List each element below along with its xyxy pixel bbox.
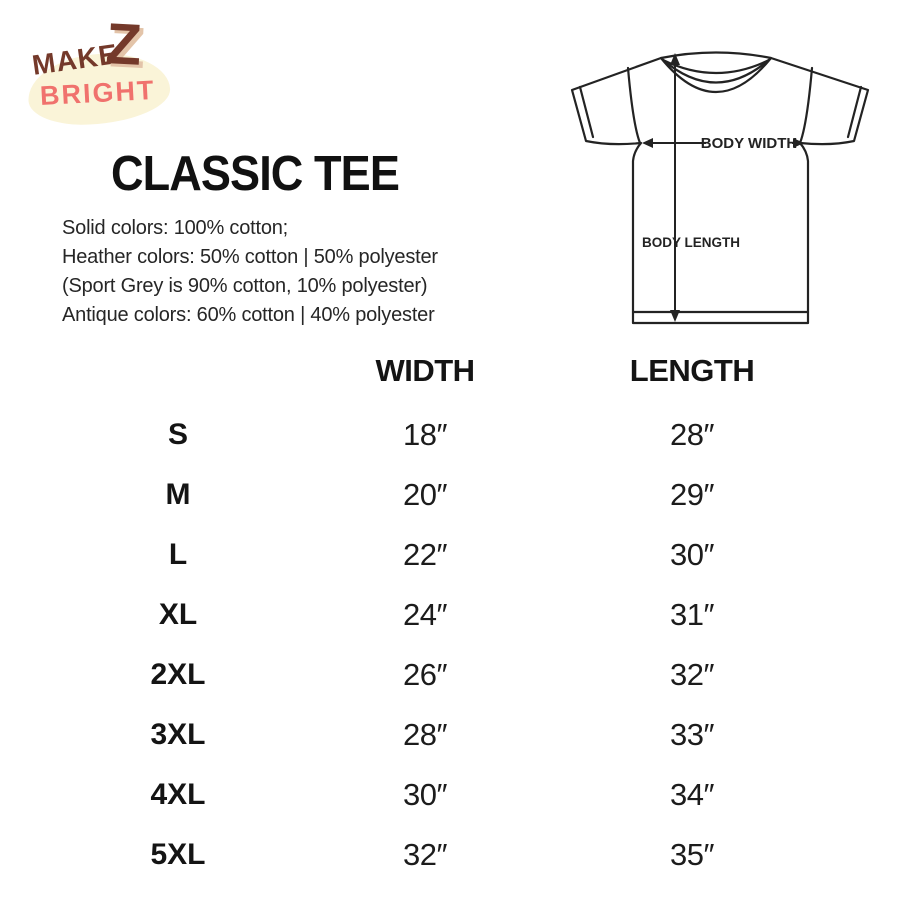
table-row <box>0 585 890 645</box>
width-value: 24″ <box>403 597 447 632</box>
header-length: LENGTH <box>629 353 755 388</box>
table-row <box>0 645 890 705</box>
tshirt-measurement-diagram <box>550 30 890 340</box>
tshirt-outline-drawing <box>550 30 890 340</box>
length-value: 34″ <box>670 777 714 812</box>
size-chart-table <box>0 352 890 885</box>
width-value: 26″ <box>403 657 447 692</box>
logo-letter-z: Z <box>104 11 144 78</box>
size-label: 5XL <box>150 838 206 871</box>
width-value: 20″ <box>403 477 447 512</box>
material-description <box>62 214 438 330</box>
logo-word-make: MAKE <box>30 38 121 81</box>
size-label: 2XL <box>150 658 206 691</box>
length-value: 35″ <box>670 837 714 872</box>
material-line-antique: Antique colors: 60% cotton | 40% polyester <box>62 304 435 326</box>
length-value: 32″ <box>670 657 714 692</box>
size-label: 4XL <box>150 778 206 811</box>
material-line-sport: (Sport Grey is 90% cotton, 10% polyester) <box>62 275 428 297</box>
width-value: 18″ <box>403 417 447 452</box>
table-row <box>0 465 890 525</box>
width-value: 28″ <box>403 717 447 752</box>
header-width: WIDTH <box>375 353 475 388</box>
length-value: 31″ <box>670 597 714 632</box>
table-row <box>0 825 890 885</box>
size-label: 3XL <box>150 718 206 751</box>
size-label: L <box>168 538 188 571</box>
logo-word-bright: BRIGHT <box>39 74 157 112</box>
material-line-heather: Heather colors: 50% cotton | 50% polyester <box>62 246 438 268</box>
table-row <box>0 525 890 585</box>
size-label: S <box>167 418 188 451</box>
size-table-header <box>0 352 890 390</box>
size-label: M <box>165 478 191 511</box>
length-value: 28″ <box>670 417 714 452</box>
product-title: CLASSIC TEE <box>111 147 399 201</box>
tshirt-body-outline <box>572 53 868 324</box>
table-row <box>0 405 890 465</box>
width-value: 22″ <box>403 537 447 572</box>
body-length-label: BODY LENGTH <box>641 235 741 250</box>
size-label: XL <box>158 598 198 631</box>
size-table-body <box>0 405 890 885</box>
brand-logo <box>0 0 210 150</box>
length-value: 33″ <box>670 717 714 752</box>
width-value: 32″ <box>403 837 447 872</box>
width-value: 30″ <box>403 777 447 812</box>
length-value: 30″ <box>670 537 714 572</box>
body-width-label: BODY WIDTH <box>700 135 798 152</box>
material-line-solid: Solid colors: 100% cotton; <box>62 217 289 239</box>
length-value: 29″ <box>670 477 714 512</box>
table-row <box>0 765 890 825</box>
table-row <box>0 705 890 765</box>
